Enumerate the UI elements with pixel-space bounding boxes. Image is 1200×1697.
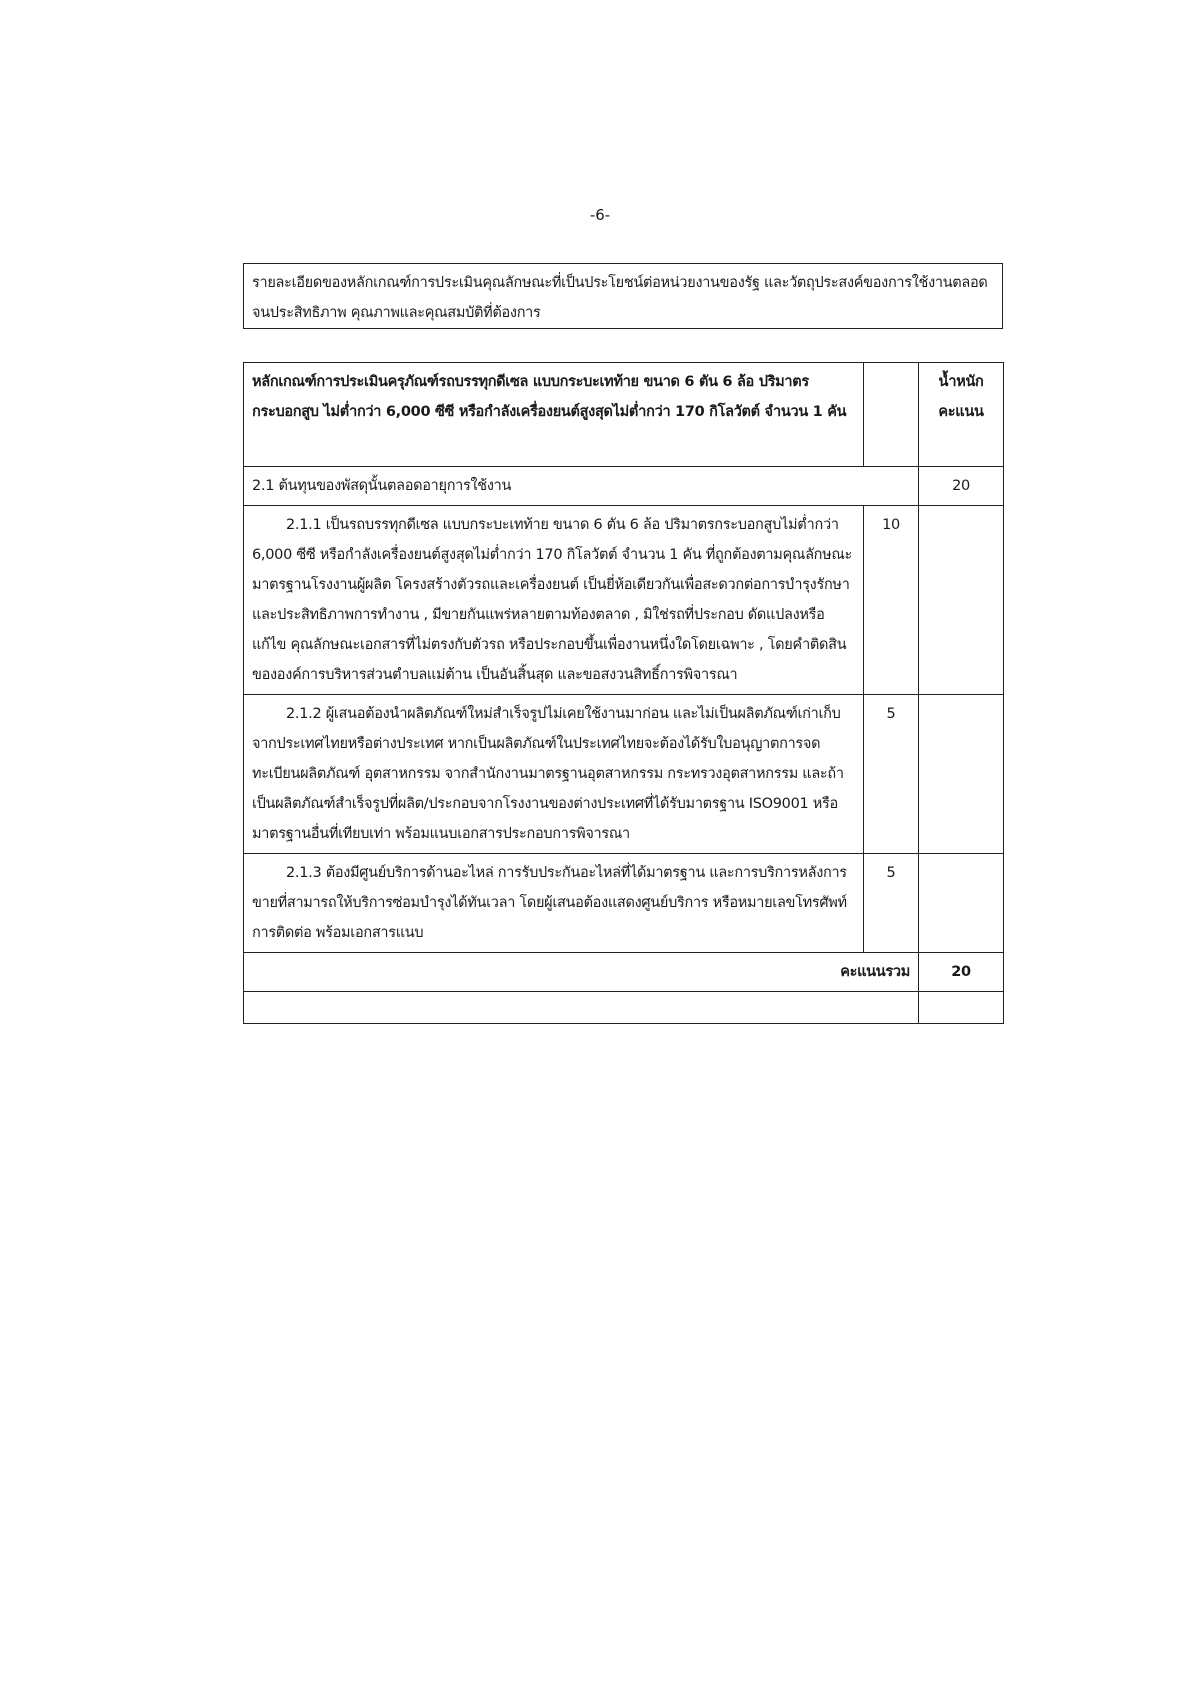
header-title: หลักเกณฑ์การประเมินครุภัณฑ์รถบรรทุกดีเซล แบบกระบะเทท้าย ขนาด 6 ตัน 6 ล้อ ปริมาตรกระบอกสูบ ไม่ต่ำกว่า 6,000 ซีซี หรือกำลังเครื่องยนต์สูงสุดไม่ต่ำกว่า 170 กิโลวัตต์ จำนวน 1 คัน bbox=[244, 363, 864, 467]
item-text: 2.1.3 ต้องมีศูนย์บริการด้านอะไหล่ การรับประกันอะไหล่ที่ได้มาตรฐาน และการบริการหลังการขายที่สามารถให้บริการซ่อมบำรุงได้ทันเวลา โดยผู้เสนอต้องแสดงศูนย์บริการ หรือหมายเลขโทรศัพท์การติดต่อ พร้อมเอกสารแนบ bbox=[244, 854, 864, 953]
table-row bbox=[244, 695, 1004, 854]
empty-cell bbox=[244, 992, 919, 1024]
header-weight bbox=[919, 363, 1004, 467]
section-weight: 20 bbox=[919, 467, 1004, 506]
item-text: 2.1.2 ผู้เสนอต้องนำผลิตภัณฑ์ใหม่สำเร็จรูปไม่เคยใช้งานมาก่อน และไม่เป็นผลิตภัณฑ์เก่าเก็บ จากประเทศไทยหรือต่างประเทศ หากเป็นผลิตภัณฑ์ในประเทศไทยจะต้องได้รับใบอนุญาตการจดทะเบียนผลิตภัณฑ์ อุตสาหกรรม จากสำนักงานมาตรฐานอุตสาหกรรม กระทรวงอุตสาหกรรม และถ้าเป็นผลิตภัณฑ์สำเร็จรูปที่ผลิต/ประกอบจากโรงงานของต่างประเทศที่ได้รับมาตรฐาน ISO9001 หรือมาตรฐานอื่นที่เทียบเท่า พร้อมแนบเอกสารประกอบการพิจารณา bbox=[244, 695, 864, 854]
header-weight-line2: คะแนน bbox=[938, 404, 984, 420]
page-number: -6- bbox=[589, 206, 611, 224]
item-score: 5 bbox=[864, 854, 919, 953]
item-text: 2.1.1 เป็นรถบรรทุกดีเซล แบบกระบะเทท้าย ขนาด 6 ตัน 6 ล้อ ปริมาตรกระบอกสูบไม่ต่ำกว่า 6,000 ซีซี หรือกำลังเครื่องยนต์สูงสุดไม่ต่ำกว่า 170 กิโลวัตต์ จำนวน 1 คัน ที่ถูกต้องตามคุณลักษณะมาตรฐานโรงงานผู้ผลิต โครงสร้างตัวรถและเครื่องยนต์ เป็นยี่ห้อเดียวกันเพื่อสะดวกต่อการบำรุงรักษาและประสิทธิภาพการทำงาน , มีขายกันแพร่หลายตามท้องตลาด , มิใช่รถที่ประกอบ ดัดแปลงหรือแก้ไข คุณลักษณะเอกสารที่ไม่ตรงกับตัวรถ หรือประกอบขึ้นเพื่องานหนึ่งใดโดยเฉพาะ , โดยคำติดสินขององค์การบริหารส่วนตำบลแม่ต้าน เป็นอันสิ้นสุด และขอสงวนสิทธิ์การพิจารณา bbox=[244, 506, 864, 695]
item-score: 10 bbox=[864, 506, 919, 695]
table-row bbox=[244, 506, 1004, 695]
criteria-table bbox=[243, 362, 1004, 1024]
table-header-row bbox=[244, 363, 1004, 467]
item-weight-cell bbox=[919, 506, 1004, 695]
item-weight-cell bbox=[919, 854, 1004, 953]
empty-cell bbox=[919, 992, 1004, 1024]
table-row bbox=[244, 854, 1004, 953]
total-value: 20 bbox=[919, 953, 1004, 992]
item-weight-cell bbox=[919, 695, 1004, 854]
header-weight-line1: น้ำหนัก bbox=[938, 374, 984, 390]
total-label: คะแนนรวม bbox=[244, 953, 919, 992]
header-blank-cell bbox=[864, 363, 919, 467]
item-score: 5 bbox=[864, 695, 919, 854]
empty-row bbox=[244, 992, 1004, 1024]
section-row bbox=[244, 467, 1004, 506]
total-row bbox=[244, 953, 1004, 992]
intro-description-box: รายละเอียดของหลักเกณฑ์การประเมินคุณลักษณะที่เป็นประโยชน์ต่อหน่วยงานของรัฐ และวัตถุประสงค์ของการใช้งานตลอดจนประสิทธิภาพ คุณภาพและคุณสมบัติที่ต้องการ bbox=[243, 263, 1003, 329]
section-label: 2.1 ต้นทุนของพัสดุนั้นตลอดอายุการใช้งาน bbox=[244, 467, 919, 506]
